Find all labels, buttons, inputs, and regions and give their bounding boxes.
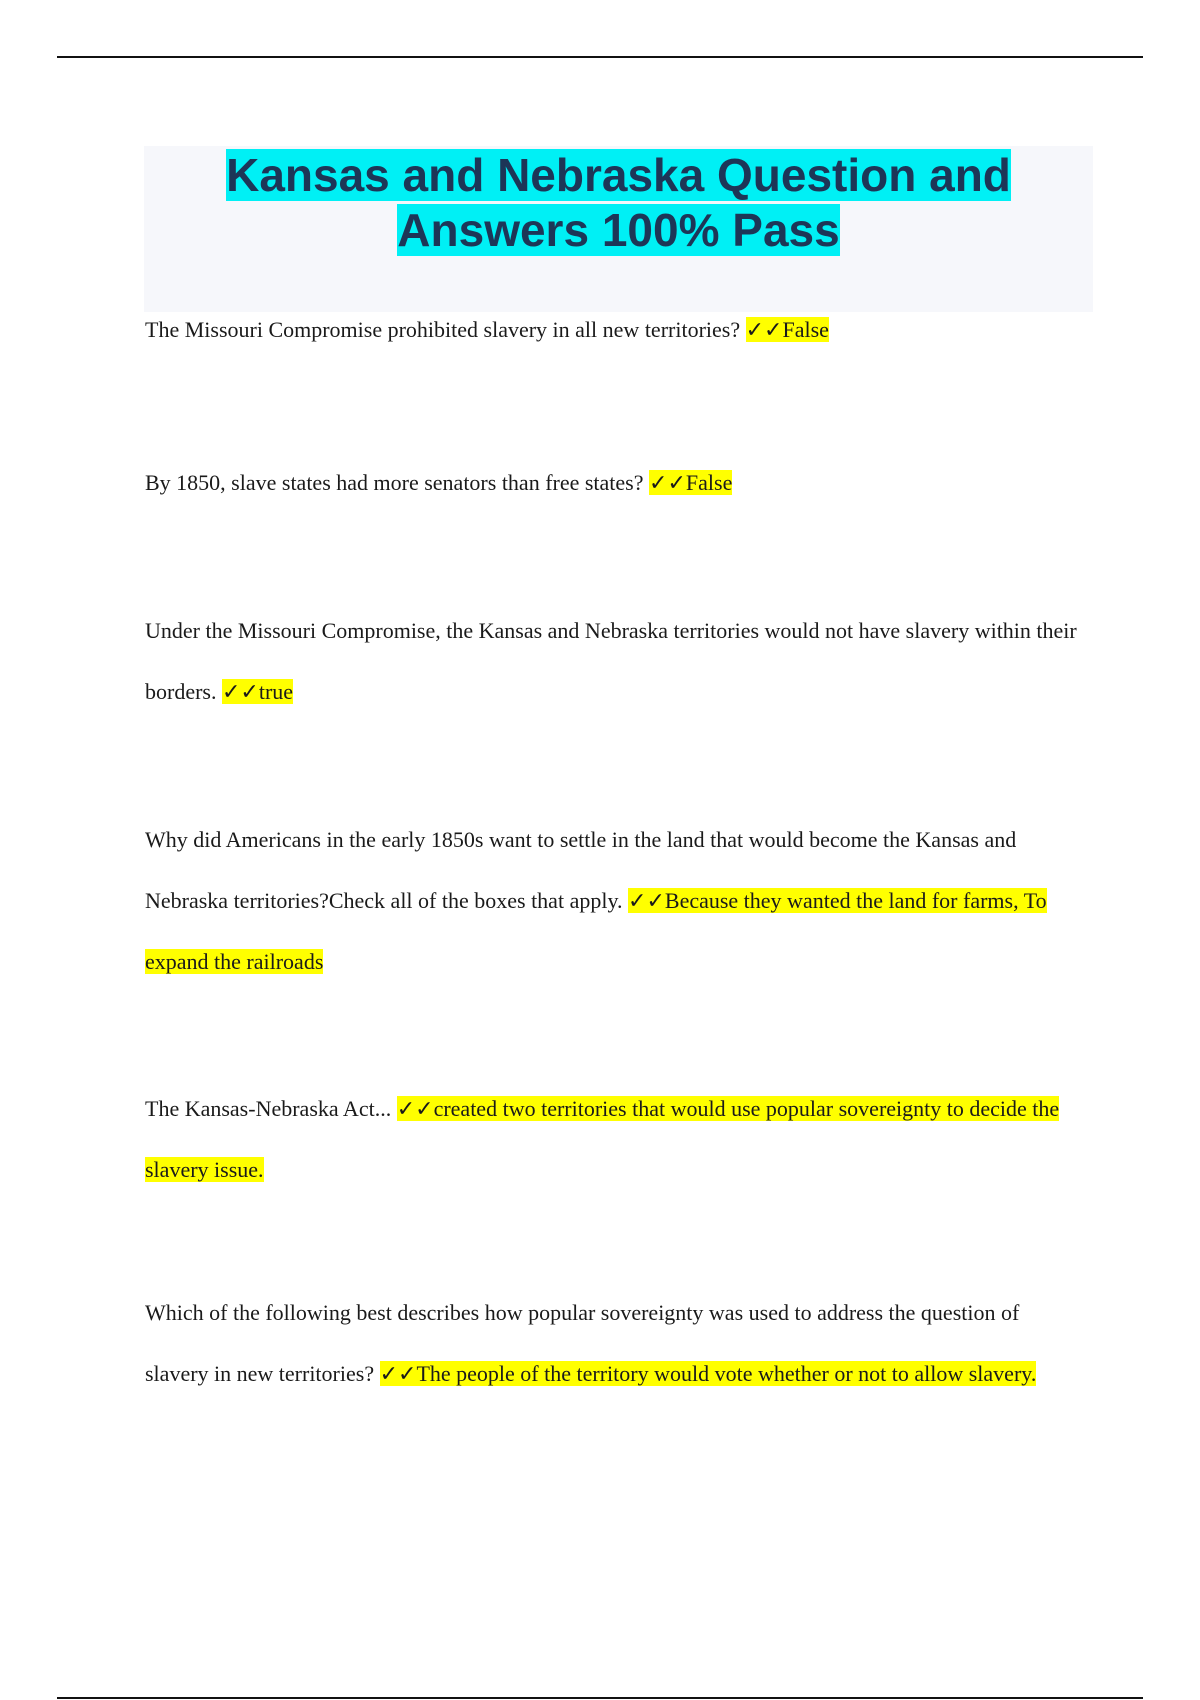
question-text: The Missouri Compromise prohibited slavery in all new territories? <box>145 317 741 342</box>
qa-item-4 <box>145 809 1085 992</box>
check-icon: ✓✓ <box>379 1361 417 1386</box>
check-icon: ✓✓ <box>221 679 259 704</box>
answer-highlight <box>746 317 829 342</box>
qa-item-1 <box>145 299 1085 360</box>
question-text: Which of the following best describes how popular sovereignty was used to address the question of slavery in new territories? <box>145 1300 1020 1386</box>
qa-item-2 <box>145 452 1085 513</box>
qa-item-6 <box>145 1282 1085 1404</box>
check-icon: ✓✓ <box>396 1096 434 1121</box>
header-rule <box>57 56 1143 58</box>
footer-rule <box>57 1697 1143 1699</box>
answer-highlight <box>380 1361 1037 1386</box>
title-banner <box>144 146 1093 312</box>
question-text: Why did Americans in the early 1850s want to settle in the land that would become the Kansas and Nebraska territories?Check all of the boxes that apply. <box>145 827 1017 913</box>
answer-text: The people of the territory would vote whether or not to allow slavery. <box>416 1361 1037 1386</box>
qa-item-3 <box>145 600 1085 722</box>
document-title: Kansas and Nebraska Question and Answers 100% Pass <box>226 149 1011 256</box>
answer-text: False <box>685 470 733 495</box>
answer-text: created two territories that would use popular sovereignty to decide the slavery issue. <box>145 1096 1060 1182</box>
check-icon: ✓✓ <box>745 317 783 342</box>
qa-item-5 <box>145 1078 1085 1200</box>
question-text: The Kansas-Nebraska Act... <box>145 1096 392 1121</box>
check-icon: ✓✓ <box>649 470 686 495</box>
answer-text: False <box>782 317 829 342</box>
check-icon: ✓✓ <box>628 888 665 913</box>
answer-text: true <box>258 679 294 704</box>
question-text: By 1850, slave states had more senators than free states? <box>145 470 644 495</box>
answer-highlight <box>222 679 293 704</box>
answer-highlight <box>649 470 732 495</box>
question-text: Under the Missouri Compromise, the Kansas and Nebraska territories would not have slavery within their borders. <box>145 618 1077 704</box>
answer-text: Because they wanted the land for farms, To expand the railroads <box>145 888 1047 974</box>
